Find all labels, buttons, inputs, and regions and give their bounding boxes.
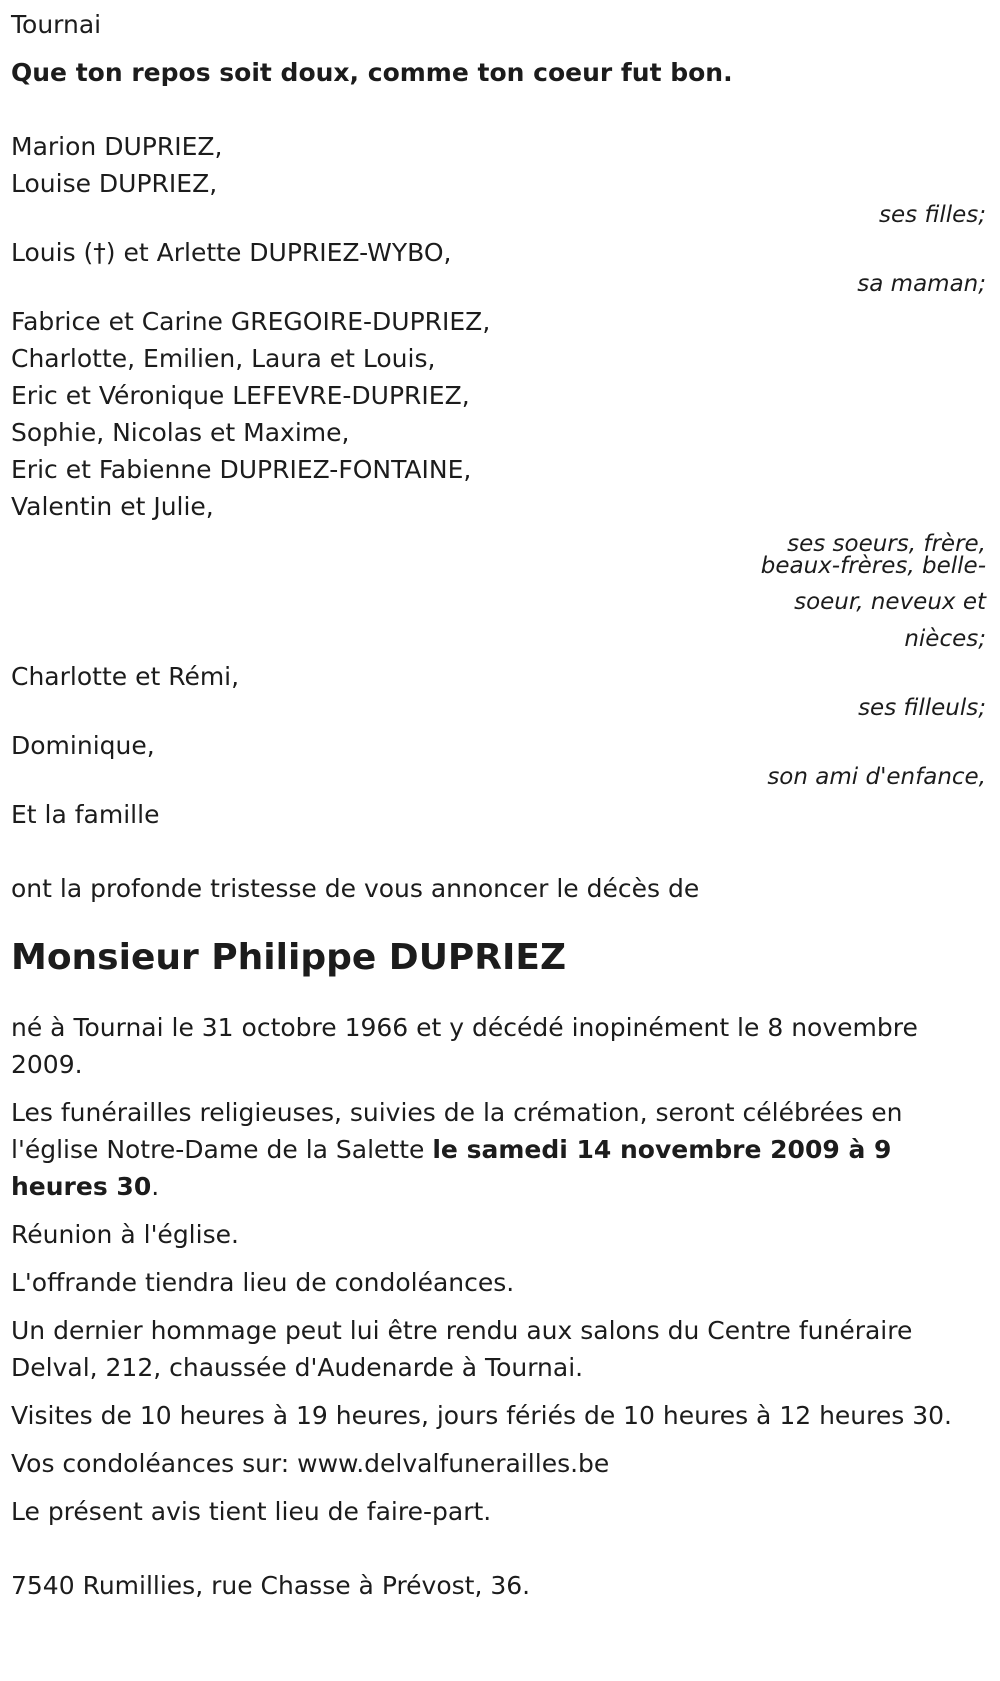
epigraph: Que ton repos soit doux, comme ton coeur fut bon. xyxy=(11,58,733,87)
daughter-name: Louise DUPRIEZ, xyxy=(11,169,218,198)
mother-relation: sa maman; xyxy=(857,271,986,297)
visits: Visites de 10 heures à 19 heures, jours fériés de 10 heures à 12 heures 30. xyxy=(11,1401,952,1430)
obituary-notice xyxy=(11,6,992,1604)
godchildren-relation: ses filleuls; xyxy=(858,695,986,721)
friend-name: Dominique, xyxy=(11,731,155,760)
funeral-text: Les funérailles religieuses, suivies de la crémation, seront célébrées en l'église Notre-Dame de la Salette xyxy=(11,1098,903,1164)
godchildren-name: Charlotte et Rémi, xyxy=(11,662,240,691)
daughters-relation: ses filles; xyxy=(879,202,986,228)
sibling-name: Eric et Fabienne DUPRIEZ-FONTAINE, xyxy=(11,455,472,484)
notice: Le présent avis tient lieu de faire-part. xyxy=(11,1497,492,1526)
location: Tournai xyxy=(11,10,102,39)
sibling-name: Valentin et Julie, xyxy=(11,492,214,521)
mother-name: Louis (†) et Arlette DUPRIEZ-WYBO, xyxy=(11,238,452,267)
announcement: ont la profonde tristesse de vous annoncer le décès de xyxy=(11,874,700,903)
condolences: Vos condoléances sur: www.delvalfunerailles.be xyxy=(11,1449,610,1478)
address: 7540 Rumillies, rue Chasse à Prévost, 36. xyxy=(11,1571,531,1600)
siblings-relation-line: ses soeurs, frère, xyxy=(787,531,986,557)
funeral-details xyxy=(11,1094,986,1205)
tribute: Un dernier hommage peut lui être rendu aux salons du Centre funéraire Delval, 212, chaussée d'Audenarde à Tournai. xyxy=(11,1316,913,1382)
deceased-name: Monsieur Philippe DUPRIEZ xyxy=(11,937,567,978)
siblings-relation-line: soeur, neveux et xyxy=(794,589,986,615)
sibling-name: Eric et Véronique LEFEVRE-DUPRIEZ, xyxy=(11,381,470,410)
sibling-name: Charlotte, Emilien, Laura et Louis, xyxy=(11,344,436,373)
birth-death: né à Tournai le 31 octobre 1966 et y décédé inopinément le 8 novembre 2009. xyxy=(11,1013,918,1079)
friend-relation: son ami d'enfance, xyxy=(767,764,986,790)
funeral-date: le samedi 14 novembre 2009 à 9 heures 30 xyxy=(11,1135,892,1201)
sibling-name: Fabrice et Carine GREGOIRE-DUPRIEZ, xyxy=(11,307,491,336)
sibling-name: Sophie, Nicolas et Maxime, xyxy=(11,418,350,447)
siblings-relation-line: nièces; xyxy=(904,626,986,652)
offering: L'offrande tiendra lieu de condoléances. xyxy=(11,1268,515,1297)
siblings-relation-line: beaux-frères, belle- xyxy=(760,553,986,579)
meeting: Réunion à l'église. xyxy=(11,1220,239,1249)
funeral-end: . xyxy=(151,1172,160,1201)
family-line: Et la famille xyxy=(11,800,160,829)
daughter-name: Marion DUPRIEZ, xyxy=(11,132,223,161)
